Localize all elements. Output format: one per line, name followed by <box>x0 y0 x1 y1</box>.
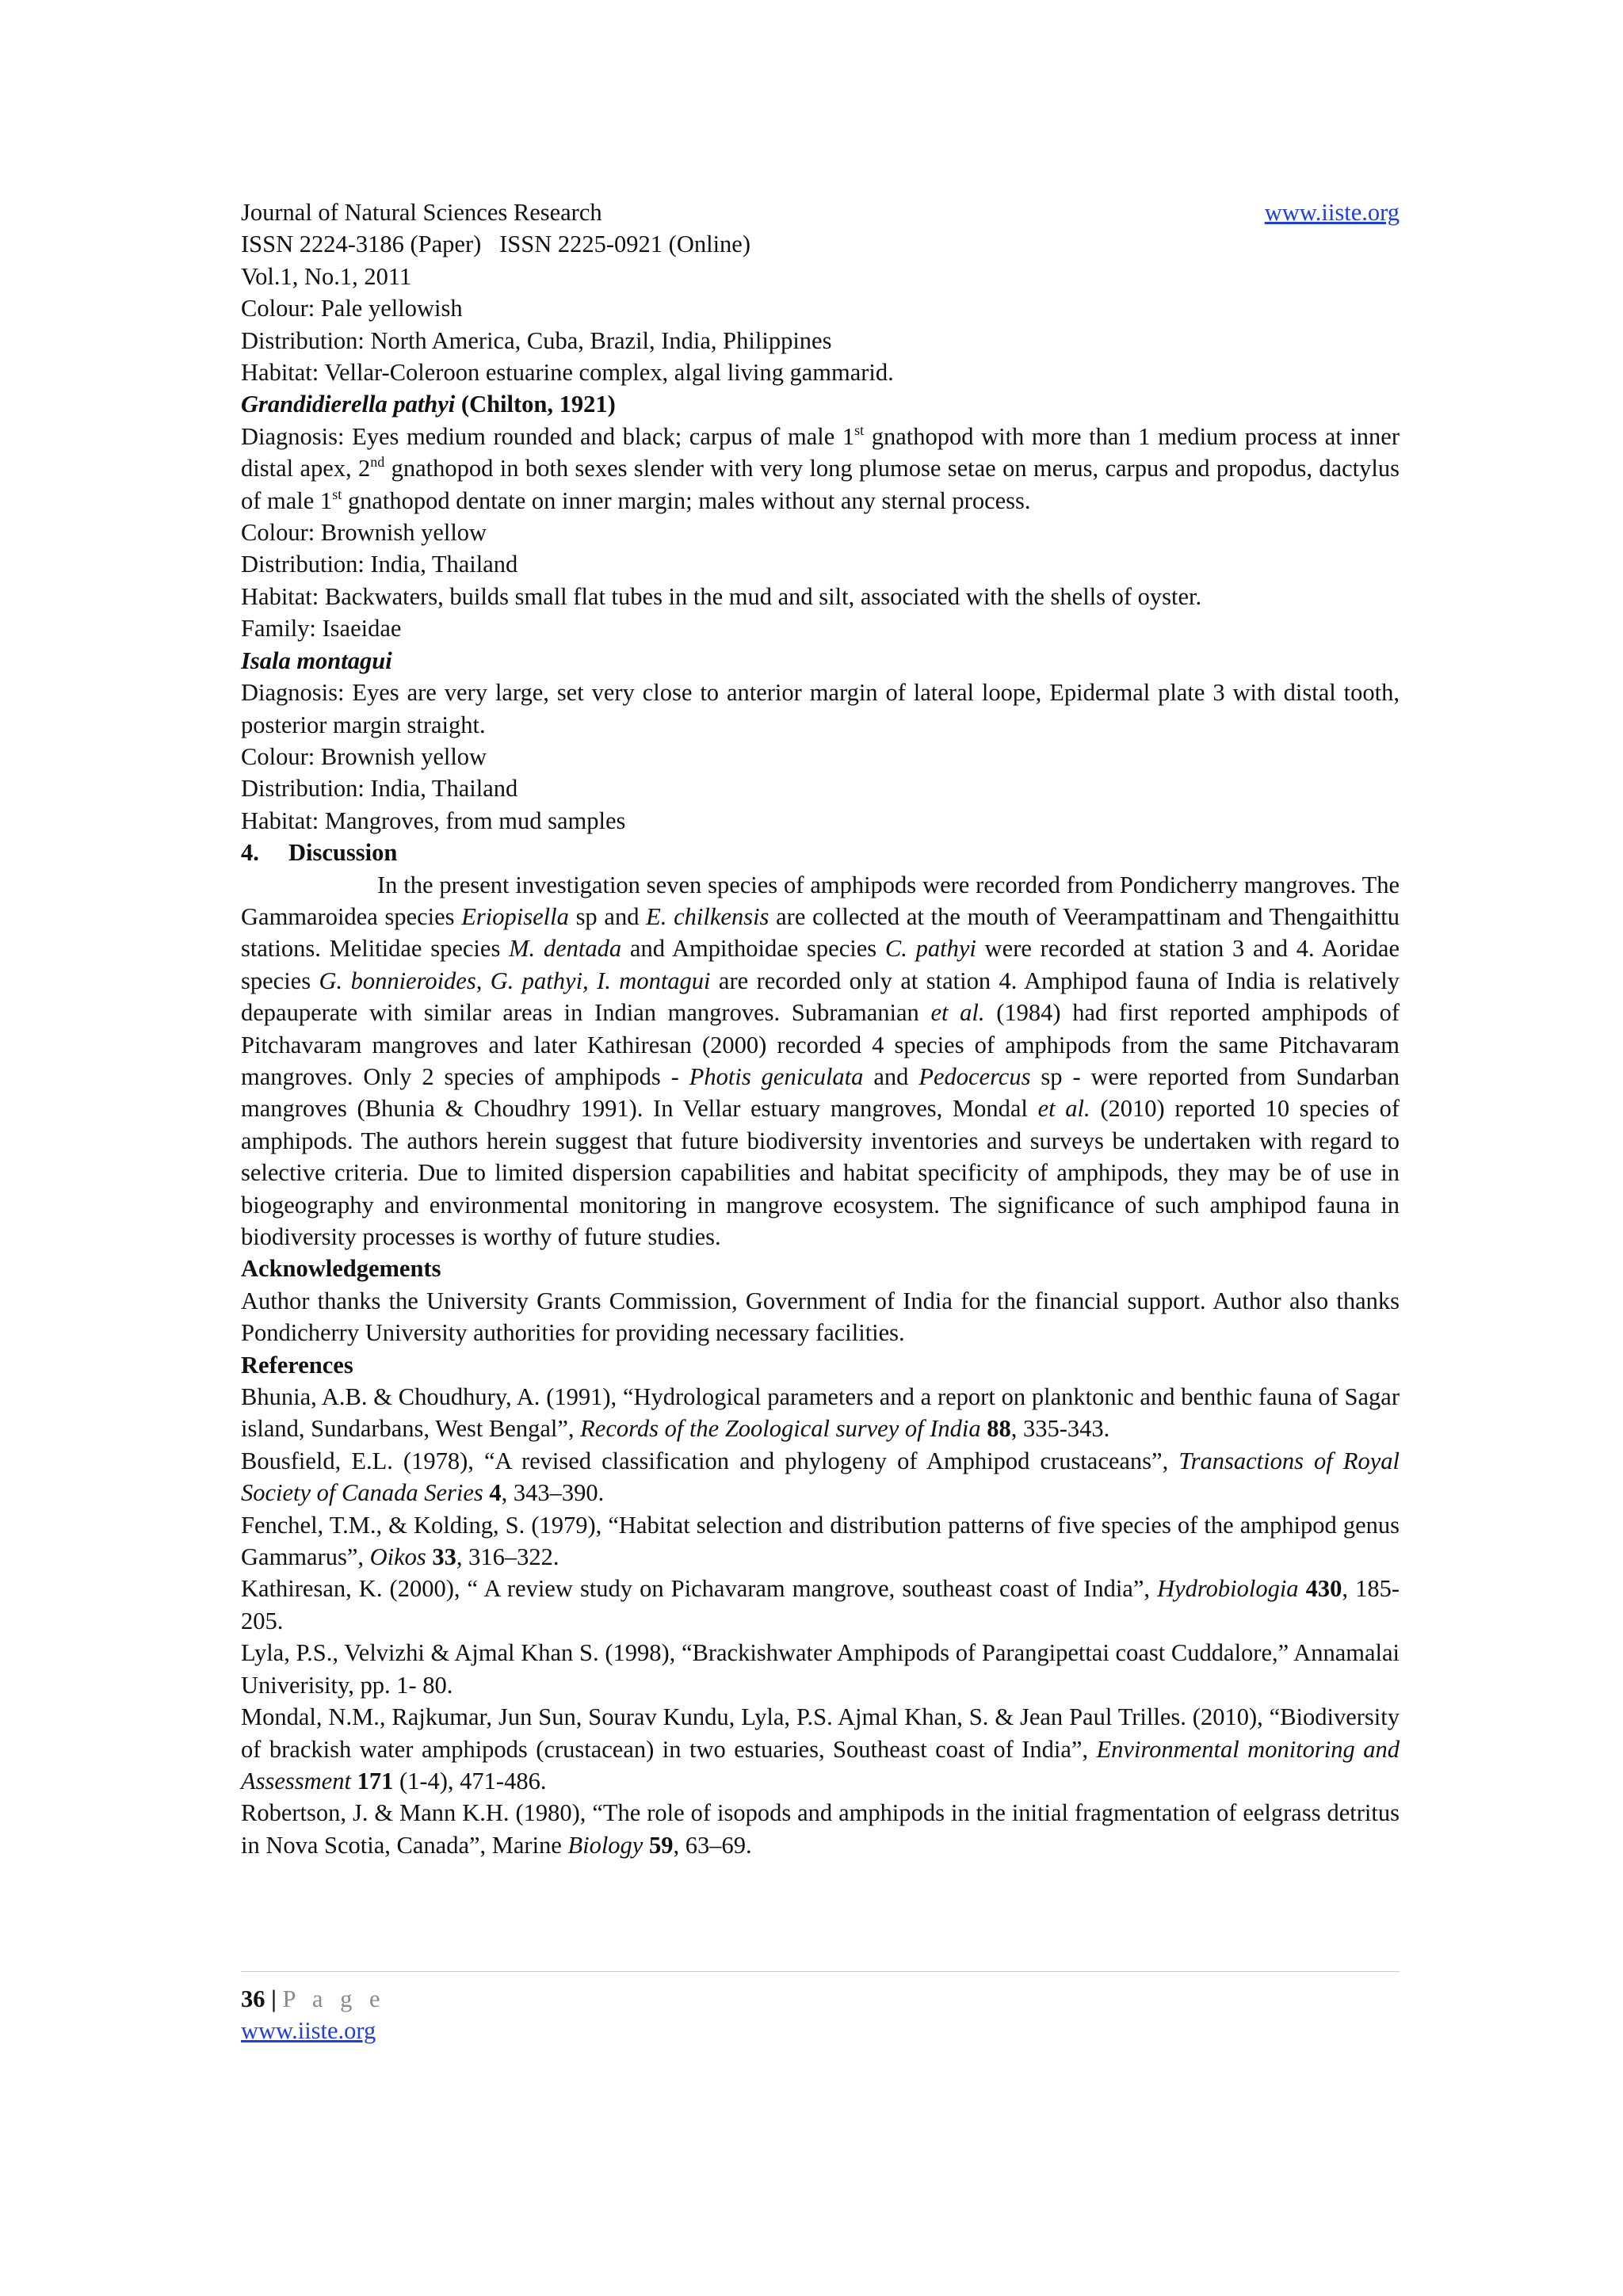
distribution-line: Distribution: India, Thailand <box>241 775 518 803</box>
running-header <box>241 196 1400 228</box>
distribution-line: Distribution: India, Thailand <box>241 551 518 578</box>
species-authority: (Chilton, 1921) <box>455 391 616 418</box>
section-number: 4. <box>241 839 259 867</box>
habitat-line: Habitat: Mangroves, from mud samples <box>241 807 626 834</box>
reference-item: Fenchel, T.M., & Kolding, S. (1979), “Habitat selection and distribution patterns of five species of the amphipod genus Gammarus”, Oikos 33, 316–322. <box>241 1511 1400 1571</box>
page-number-line <box>241 1983 1400 2015</box>
section-heading-references: References <box>241 1351 353 1379</box>
distribution-line: Distribution: North America, Cuba, Brazil, India, Philippines <box>241 326 832 354</box>
colour-line: Colour: Brownish yellow <box>241 742 487 770</box>
page-content <box>241 196 1400 1861</box>
reference-item: Kathiresan, K. (2000), “ A review study on Pichavaram mangrove, southeast coast of India”, Hydrobiologia 430, 185-205. <box>241 1575 1400 1634</box>
species-name: Grandidierella pathyi <box>241 391 456 418</box>
reference-item: Bousfield, E.L. (1978), “A revised classification and phylogeny of Amphipod crustaceans”, Transactions of Royal Society of Canada Series 4, 343–390. <box>241 1447 1400 1507</box>
issn-line: ISSN 2224-3186 (Paper) ISSN 2225-0921 (Online) <box>241 231 750 258</box>
acknowledgements-paragraph: Author thanks the University Grants Commission, Government of India for the financial support. Author also thanks Pondicherry University authorities for providing necessary facilities. <box>241 1287 1400 1347</box>
section-heading-discussion <box>241 837 1400 868</box>
header-site-link[interactable]: www.iiste.org <box>1264 199 1400 226</box>
page-word: P a g e <box>282 1985 386 2012</box>
section-title: Discussion <box>288 839 398 867</box>
habitat-line: Habitat: Backwaters, builds small flat tubes in the mud and silt, associated with the shells of oyster. <box>241 582 1202 610</box>
page-number: 36 | <box>241 1985 277 2012</box>
diagnosis-paragraph: Diagnosis: Eyes are very large, set very close to anterior margin of lateral loope, Epidermal plate 3 with distal tooth, posterior margin straight. <box>241 679 1400 738</box>
species-heading <box>241 388 1400 420</box>
reference-item: Lyla, P.S., Velvizhi & Ajmal Khan S. (1998), “Brackishwater Amphipods of Parangipettai coast Cuddalore,” Annamalai Univerisity, pp. 1- 80. <box>241 1639 1400 1699</box>
section-heading-acknowledgements: Acknowledgements <box>241 1255 441 1283</box>
diagnosis-paragraph: Diagnosis: Eyes medium rounded and black; carpus of male 1st gnathopod with more than 1 medium process at inner distal apex, 2nd gnathopod in both sexes slender with very long plumose setae on merus, carpus and propodus, dactylus of male 1st gnathopod dentate on inner margin; males without any sternal process. <box>241 421 1400 514</box>
footer-site-link[interactable]: www.iiste.org <box>241 2017 376 2044</box>
reference-item: Mondal, N.M., Rajkumar, Jun Sun, Sourav Kundu, Lyla, P.S. Ajmal Khan, S. & Jean Paul Trilles. (2010), “Biodiversity of brackish water amphipods (crustacean) in two estuaries, Southeast coast of India”, Environmental monitoring and Assessment 171 (1-4), 471-486. <box>241 1703 1400 1794</box>
journal-title: Journal of Natural Sciences Research <box>241 199 602 226</box>
discussion-paragraph: In the present investigation seven species of amphipods were recorded from Pondicherry mangroves. The Gammaroidea species Eriopisella sp and E. chilkensis are collected at the mouth of Veerampattinam and Thengaithittu stations. Melitidae species M. dentada and Ampithoidae species C. pathyi were recorded at station 3 and 4. Aoridae species G. bonnieroides, G. pathyi, I. montagui are recorded only at station 4. Amphipod fauna of India is relatively depauperate with similar areas in Indian mangroves. Subramanian et al. (1984) had first reported amphipods of Pitchavaram mangroves and later Kathiresan (2000) recorded 4 species of amphipods from the same Pitchavaram mangroves. Only 2 species of amphipods - Photis geniculata and Pedocercus sp - were reported from Sundarban mangroves (Bhunia & Choudhry 1991). In Vellar estuary mangroves, Mondal et al. (2010) reported 10 species of amphipods. The authors herein suggest that future biodiversity inventories and surveys be undertaken with regard to selective criteria. Due to limited dispersion capabilities and habitat specificity of amphipods, they may be of use in biogeography and environmental monitoring in mangrove ecosystem. The significance of such amphipod fauna in biodiversity processes is worthy of future studies. <box>241 871 1400 1250</box>
colour-line: Colour: Brownish yellow <box>241 519 487 547</box>
habitat-line: Habitat: Vellar-Coleroon estuarine complex, algal living gammarid. <box>241 359 894 387</box>
volume-line: Vol.1, No.1, 2011 <box>241 262 412 290</box>
page-footer <box>241 1971 1400 2046</box>
family-line: Family: Isaeidae <box>241 615 402 643</box>
reference-item: Bhunia, A.B. & Choudhury, A. (1991), “Hydrological parameters and a report on planktonic and benthic fauna of Sagar island, Sundarbans, West Bengal”, Records of the Zoological survey of India 88, 335-343. <box>241 1383 1400 1443</box>
species-name: Isala montagui <box>241 646 392 674</box>
reference-item: Robertson, J. & Mann K.H. (1980), “The role of isopods and amphipods in the initial fragmentation of eelgrass detritus in Nova Scotia, Canada”, Marine Biology 59, 63–69. <box>241 1799 1400 1859</box>
colour-line: Colour: Pale yellowish <box>241 295 463 322</box>
